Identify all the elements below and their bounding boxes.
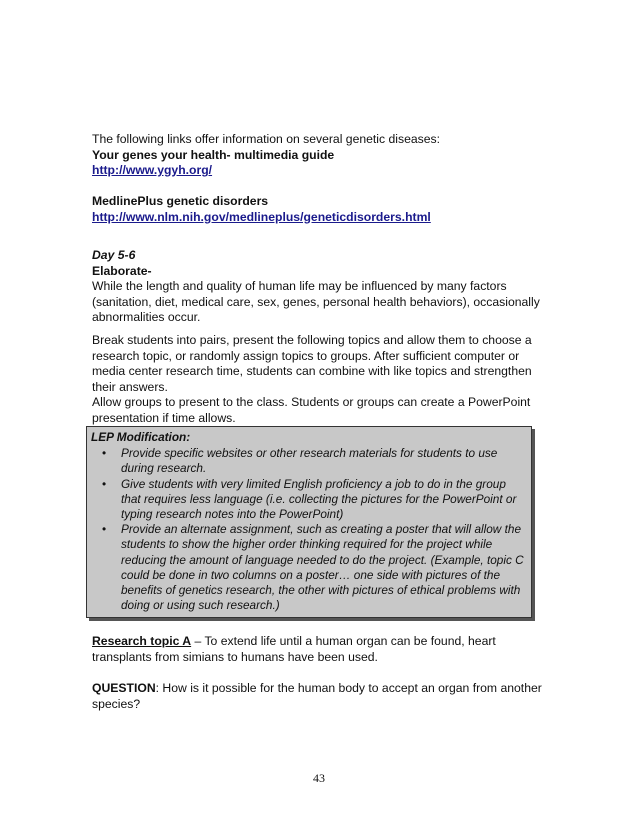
break-students-text: Break students into pairs, present the following topics and allow them to choose a research topic, or randomly assign topics to groups. After sufficient computer or media center research time, students can combine with like topics and strengthen their answers. <box>92 333 532 394</box>
day-section <box>92 248 552 326</box>
research-topic-label: Research topic A <box>92 634 192 648</box>
links-section <box>92 132 552 225</box>
research-topic-paragraph <box>92 634 552 665</box>
question-text: : How is it possible for the human body to accept an organ from another species? <box>92 681 542 711</box>
day-heading: Day 5-6 <box>92 248 136 262</box>
instructions-section <box>92 333 552 426</box>
link2-title: MedlinePlus genetic disorders <box>92 194 269 208</box>
lep-item: • Give students with very limited English proficiency a job to do in the group that requires less language (i.e. collecting the pictures for the PowerPoint or typing research notes into the PowerPoint) <box>102 476 517 522</box>
link2-url[interactable]: http://www.nlm.nih.gov/medlineplus/geneticdisorders.html <box>92 209 431 224</box>
intro-text: The following links offer information on several genetic diseases: <box>92 132 440 146</box>
research-topic-section <box>92 634 552 665</box>
lep-modification-box <box>86 426 532 618</box>
elaborate-text: While the length and quality of human life may be influenced by many factors (sanitation, diet, medical care, sex, genes, personal health behaviors), occasionally abnormalities occur. <box>92 279 540 324</box>
lep-title: LEP Modification: <box>91 430 191 444</box>
page-number: 43 <box>313 771 325 785</box>
link1-title: Your genes your health- multimedia guide <box>92 147 335 162</box>
question-label: QUESTION <box>92 681 156 695</box>
question-section <box>92 681 552 712</box>
elaborate-label: Elaborate- <box>92 263 152 278</box>
lep-item: • Provide specific websites or other research materials for students to use during research. <box>102 446 498 476</box>
lep-list <box>91 446 531 613</box>
bullet-icon: • <box>102 446 107 461</box>
allow-groups-text: Allow groups to present to the class. Students or groups can create a PowerPoint presentation if time allows. <box>92 395 531 425</box>
question-paragraph <box>92 681 552 712</box>
link1-url[interactable]: http://www.ygyh.org/ <box>92 163 213 177</box>
research-topic-text: – To extend life until a human organ can be found, heart transplants from simians to humans have been used. <box>92 634 496 664</box>
lep-item: • Provide an alternate assignment, such as creating a poster that will allow the students to show the higher order thinking required for the project while reducing the amount of language needed to do the project. (Example, topic C could be done in two columns on a poster… one side with pictures of the benefits of genetics research, the other with pictures of ethical problems with doing or using such research.) <box>102 522 524 613</box>
bullet-icon: • <box>102 522 107 537</box>
bullet-icon: • <box>102 476 107 491</box>
